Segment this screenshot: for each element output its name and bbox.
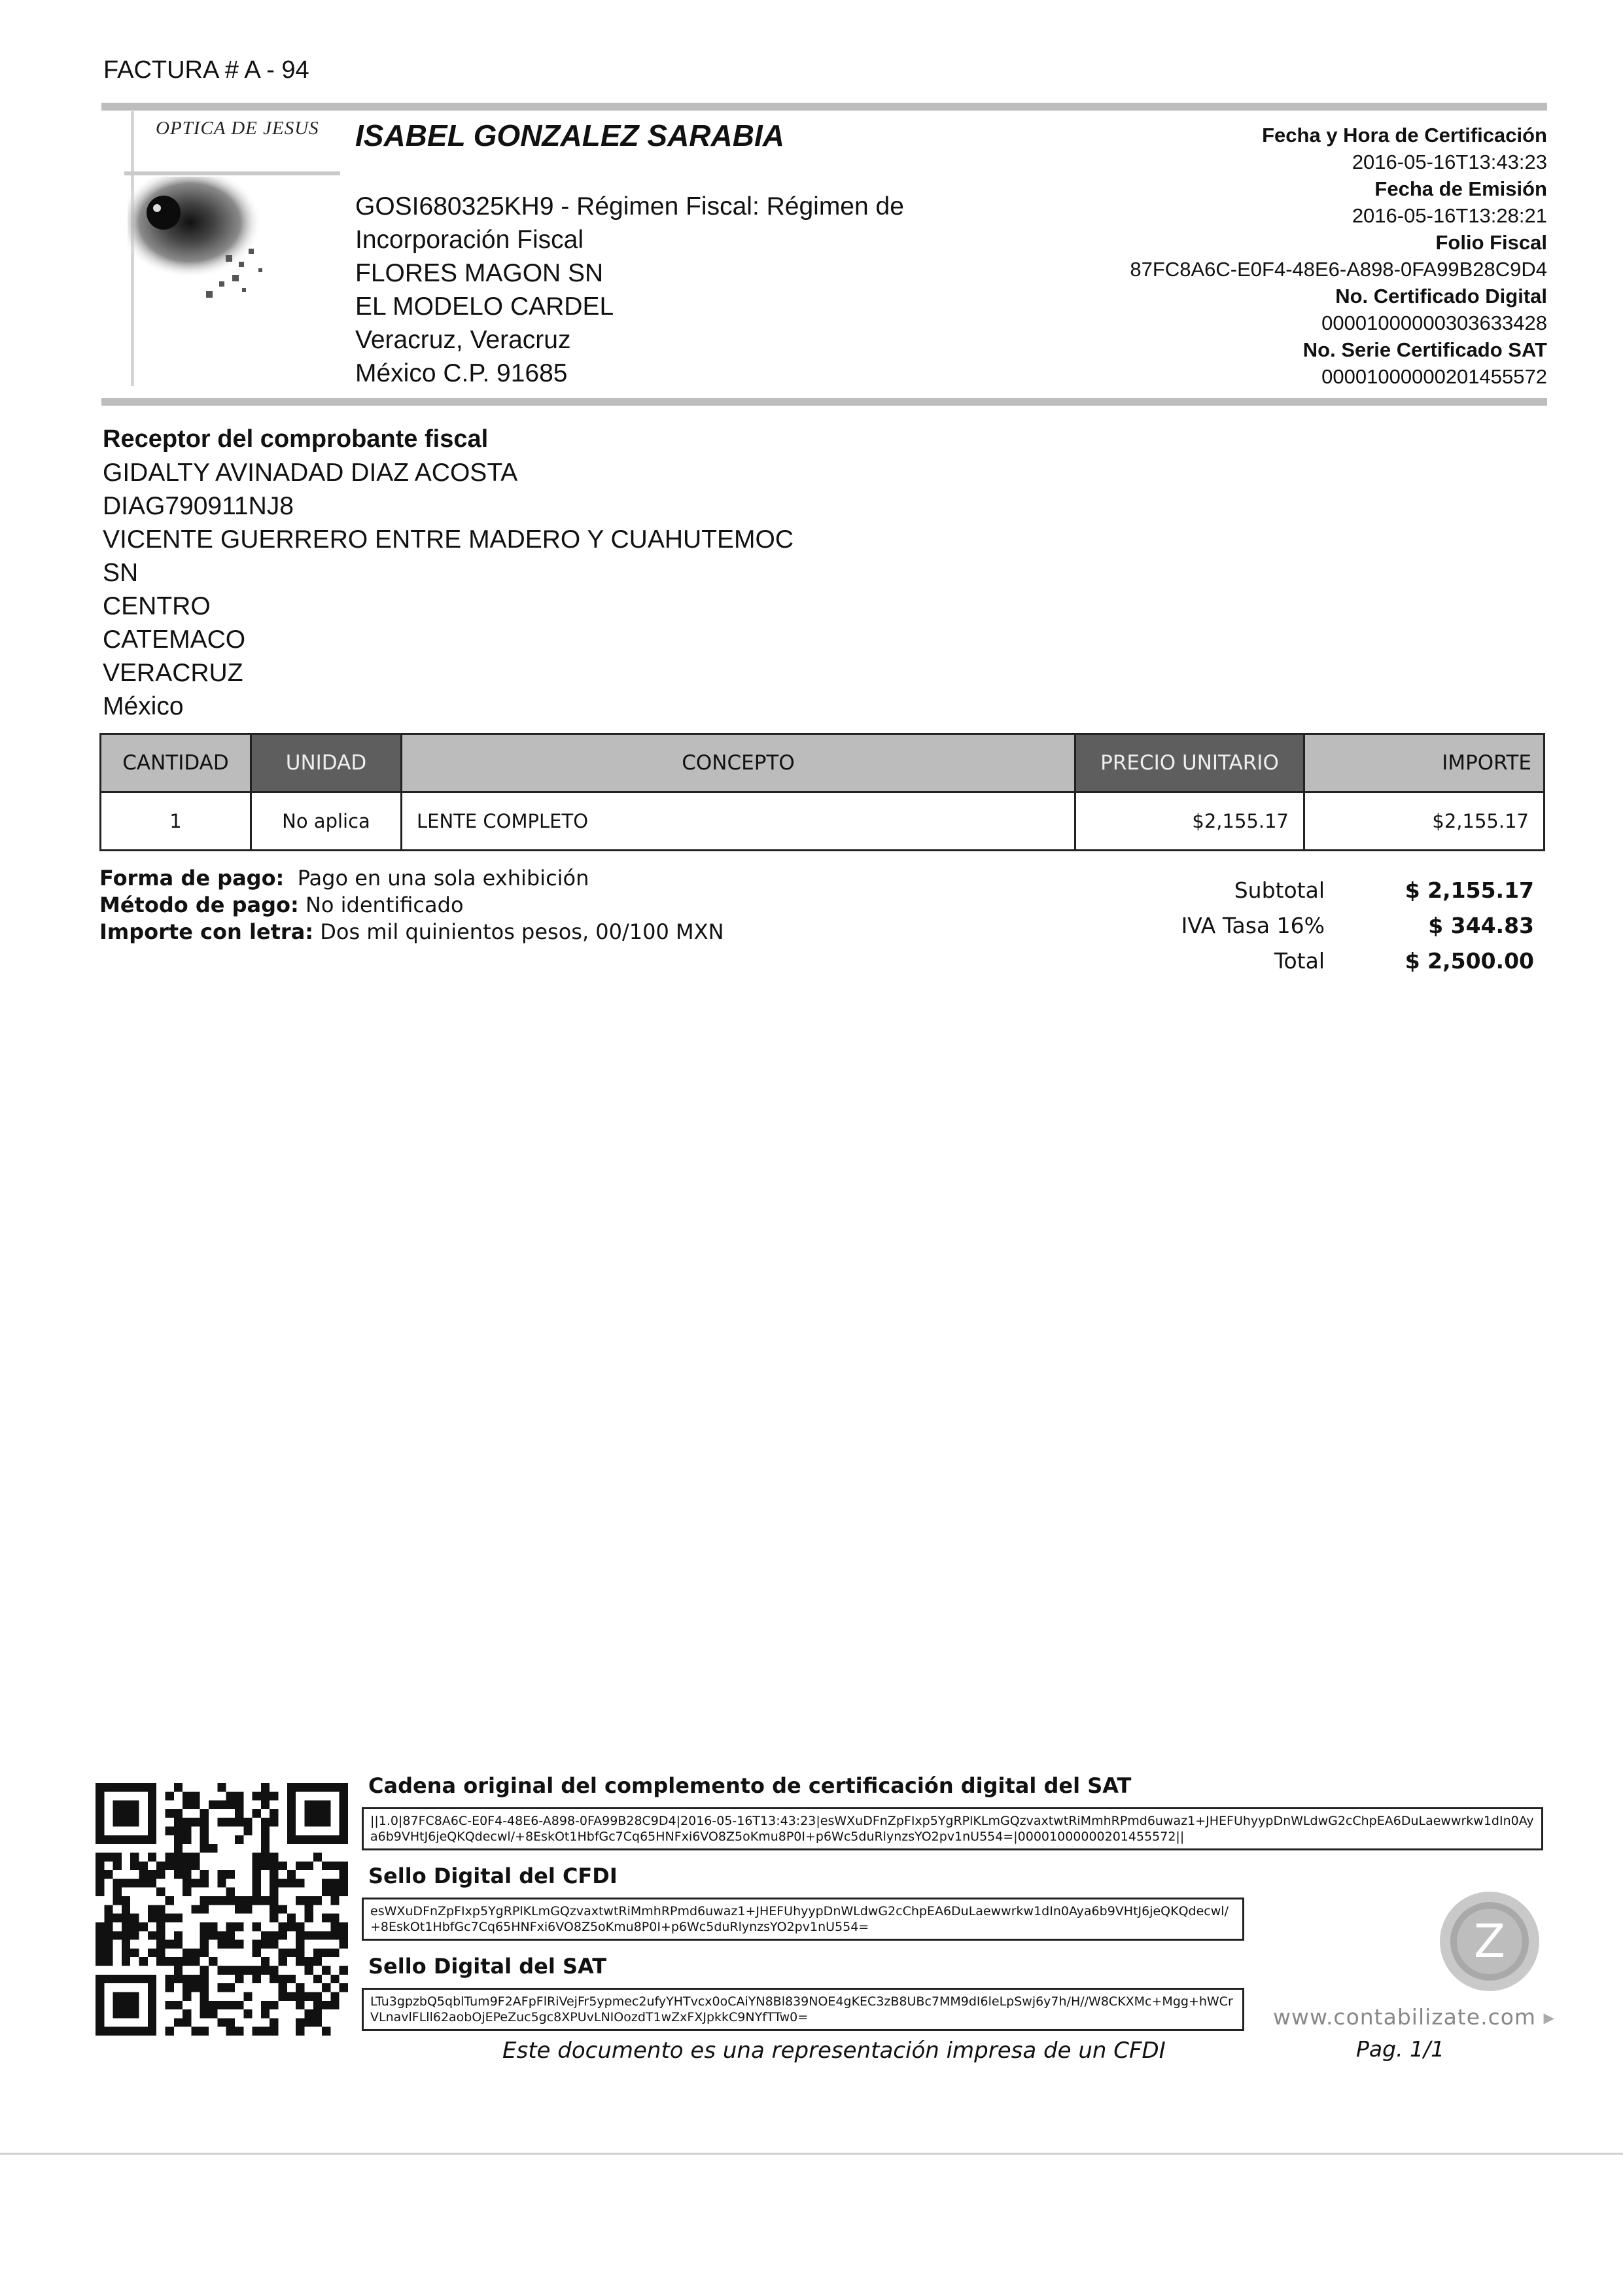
subtotal-label: Subtotal (1234, 877, 1325, 903)
sello-sat-label: Sello Digital del SAT (368, 1954, 607, 1979)
payment-info (99, 865, 724, 945)
folio-fiscal-value: 87FC8A6C-E0F4-48E6-A898-0FA99B28C9D4 (1130, 258, 1547, 281)
totals (1138, 873, 1534, 979)
emisor-city: Veracruz, Veracruz (355, 326, 571, 354)
emisor-rfc-regimen: GOSI680325KH9 - Régimen Fiscal: Régimen de (355, 192, 904, 221)
emisor-name: ISABEL GONZALEZ SARABIA (355, 118, 784, 152)
badge-letter: Z (1474, 1915, 1505, 1968)
metodo-pago-label: Método de pago: (99, 892, 299, 917)
cadena-original-value: ||1.0|87FC8A6C-E0F4-48E6-A898-0FA99B28C9D4|2016-05-16T13:43:23|esWXuDFnZpFIxp5YgRPlKLmGQzvaxtwtRiMmhRPmd6uwaz1+JHEFUhyypDnWLdwG2cChpEA6DuLaewwrkw1dIn0Aya6b9VHtJ6jeQKQdecwl/+8EskOt1HbfGc7Cq65HNFxi6VO8Z5oKmu8P0I+p6Wc5duRlynzsYO2pv1nU554=|00001000000201455572|| (362, 1807, 1543, 1850)
certification-info (1130, 122, 1547, 390)
serie-sat-value: 00001000000201455572 (1321, 365, 1547, 388)
header-cantidad: CANTIDAD (101, 734, 251, 792)
invoice-number: FACTURA # A - 94 (103, 56, 309, 84)
folio-fiscal-label: Folio Fiscal (1435, 231, 1547, 254)
contabilizate-badge-icon (1437, 1889, 1542, 1994)
receptor-name: GIDALTY AVINADAD DIAZ ACOSTA (103, 459, 518, 487)
iva-label: IVA Tasa 16% (1181, 913, 1325, 938)
page-number: Pag. 1/1 (1356, 2036, 1445, 2062)
header-top-divider (101, 103, 1547, 111)
sello-cfdi-label: Sello Digital del CFDI (368, 1863, 618, 1888)
receptor-city: CATEMACO (103, 626, 246, 654)
header-importe: IMPORTE (1304, 734, 1544, 792)
sello-sat-value: LTu3gpzbQ5qblTum9F2AFpFlRiVejFr5ypmec2ufyYHTvcx0oCAiYN8Bl839NOE4gKEC3zB8UBc7MM9dI6leLpSwj6y7h/H//W8CKXMc+Mgg+hWCrVLnavlFLll62aobOjEPeZuc5gc8XPUvLNIOozdT1wZxFXJpkkC9NYfTTw0= (362, 1988, 1244, 2031)
sat-stamps (358, 1773, 1543, 2044)
subtotal-value: $ 2,155.17 (1405, 877, 1534, 903)
total-value: $ 2,500.00 (1405, 948, 1534, 974)
header-unidad: UNIDAD (251, 734, 402, 792)
cell-importe: $2,155.17 (1304, 792, 1544, 851)
cell-precio-unitario: $2,155.17 (1075, 792, 1304, 851)
total-label: Total (1274, 948, 1325, 974)
header-bottom-divider (101, 398, 1547, 406)
website-link[interactable] (1273, 2004, 1555, 2030)
fecha-certificacion-label: Fecha y Hora de Certificación (1262, 124, 1547, 147)
logo-text: OPTICA DE JESUS (156, 118, 319, 139)
iva-value: $ 344.83 (1428, 913, 1534, 938)
cfdi-disclaimer: Este documento es una representación impresa de un CFDI (502, 2038, 1166, 2064)
chevron-right-icon: ▸ (1543, 2004, 1556, 2030)
cell-concepto: LENTE COMPLETO (402, 792, 1075, 851)
emisor-address (355, 190, 904, 390)
emisor-country-zip: México C.P. 91685 (355, 359, 568, 387)
receptor-heading: Receptor del comprobante fiscal (103, 425, 489, 453)
receptor-number: SN (103, 559, 139, 587)
header-precio-unitario: PRECIO UNITARIO (1075, 734, 1304, 792)
receptor-section (103, 423, 794, 723)
items-table (99, 733, 1545, 851)
cadena-original-label: Cadena original del complemento de certificación digital del SAT (368, 1773, 1132, 1798)
iva-row (1138, 908, 1534, 944)
table-row (101, 792, 1544, 851)
importe-letra-label: Importe con letra: (99, 919, 314, 944)
qr-code-icon (96, 1783, 348, 2036)
receptor-country: México (103, 692, 184, 720)
forma-pago-value: Pago en una sola exhibición (297, 866, 589, 891)
emisor-street: FLORES MAGON SN (355, 259, 604, 287)
fecha-emision-value: 2016-05-16T13:28:21 (1352, 204, 1547, 227)
receptor-rfc: DIAG790911NJ8 (103, 492, 294, 520)
header-concepto: CONCEPTO (402, 734, 1075, 792)
receptor-state: VERACRUZ (103, 659, 243, 687)
cell-unidad: No aplica (251, 792, 402, 851)
logo-divider (124, 171, 340, 175)
website-text: www.contabilizate.com (1273, 2004, 1537, 2030)
emisor-regimen: Incorporación Fiscal (355, 226, 584, 254)
fecha-certificacion-value: 2016-05-16T13:43:23 (1352, 150, 1547, 173)
fecha-emision-label: Fecha de Emisión (1374, 177, 1547, 200)
total-row (1138, 944, 1534, 979)
certificado-digital-label: No. Certificado Digital (1335, 285, 1547, 308)
cell-cantidad: 1 (101, 792, 251, 851)
receptor-street: VICENTE GUERRERO ENTRE MADERO Y CUAHUTEMOC (103, 525, 794, 554)
forma-pago-label: Forma de pago: (99, 866, 285, 891)
certificado-digital-value: 00001000000303633428 (1321, 311, 1547, 334)
eye-logo-icon (128, 177, 285, 308)
importe-letra-value: Dos mil quinientos pesos, 00/100 MXN (320, 919, 724, 944)
emisor-colonia: EL MODELO CARDEL (355, 292, 614, 321)
items-header-row (101, 734, 1544, 792)
bottom-divider (0, 2153, 1623, 2155)
subtotal-row (1138, 873, 1534, 908)
receptor-colonia: CENTRO (103, 592, 211, 620)
metodo-pago-value: No identificado (305, 892, 464, 917)
sello-cfdi-value: esWXuDFnZpFIxp5YgRPlKLmGQzvaxtwtRiMmhRPmd6uwaz1+JHEFUhyypDnWLdwG2cChpEA6DuLaewwrkw1dIn0Aya6b9VHtJ6jeQKQdecwl/+8EskOt1HbfGc7Cq65HNFxi6VO8Z5oKmu8P0I+p6Wc5duRlynzsYO2pv1nU554= (362, 1898, 1244, 1941)
serie-sat-label: No. Serie Certificado SAT (1302, 338, 1547, 361)
